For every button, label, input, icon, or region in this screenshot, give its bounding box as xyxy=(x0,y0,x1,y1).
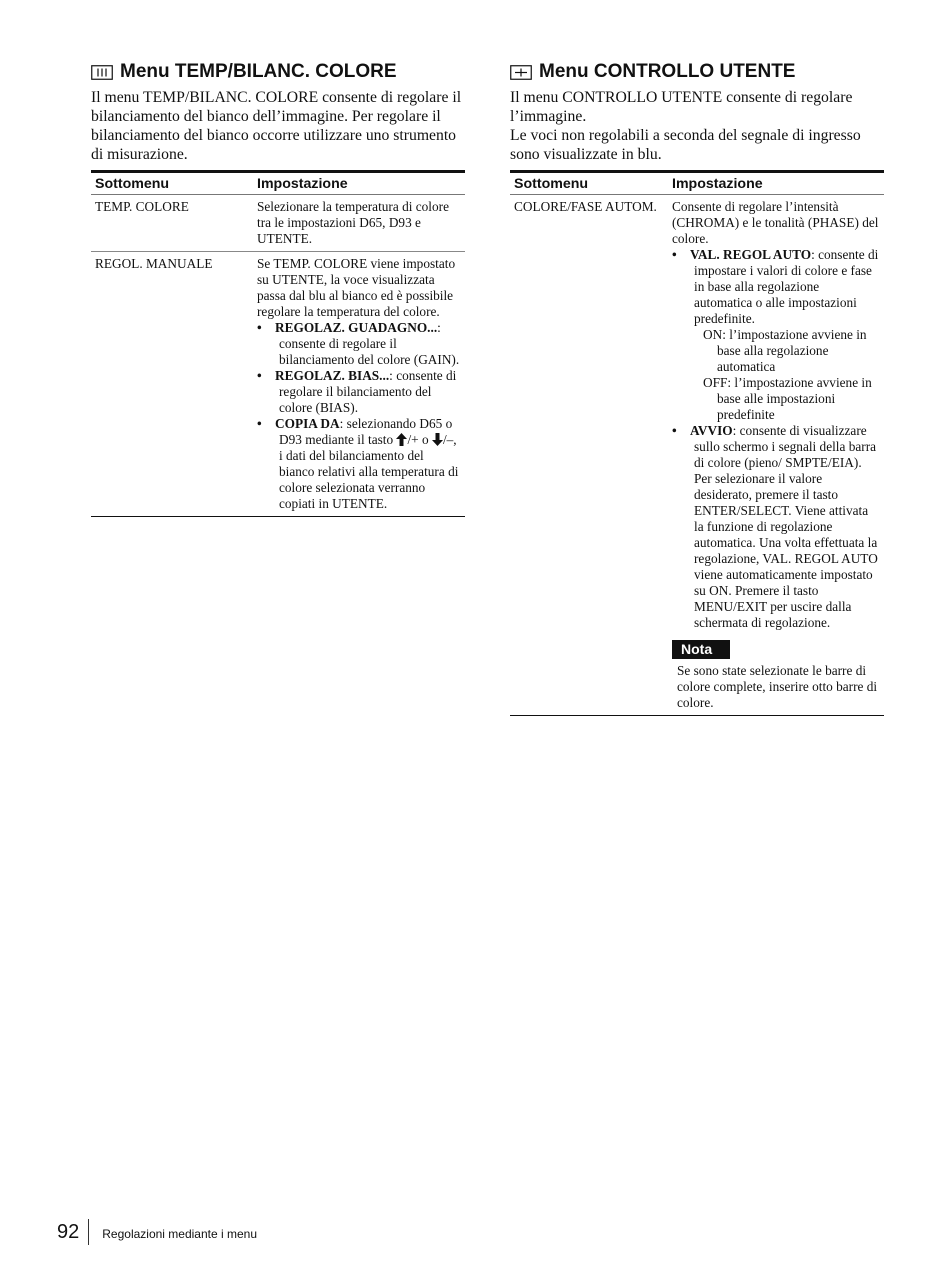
bullet-text: : selezionando D65 o D93 mediante il tasto xyxy=(279,416,453,447)
bullet-text: : consente di regolare il bilanciamento del colore (GAIN). xyxy=(279,320,460,367)
table-row xyxy=(91,252,465,517)
page-number: 92 xyxy=(57,1219,89,1245)
list-item xyxy=(257,320,461,368)
user-control-menu-icon xyxy=(510,65,532,80)
bullet-text: : consente di visualizzare sullo schermo i segnali della barra di colore (pieno/ SMPTE/EIA). Per selezionare il valore desiderato, premere il tasto ENTER/SELECT. Viene attivata la funzione di regolazione automatica. Una volta effettuata la regolazione, VAL. REGOL AUTO viene automaticamente impostato su ON. Premere il tasto MENU/EXIT per uscire dalla schermata di regolazione. xyxy=(694,423,878,630)
submenu-cell: TEMP. COLORE xyxy=(91,195,253,252)
header-submenu: Sottomenu xyxy=(510,172,668,195)
right-settings-table xyxy=(510,170,884,716)
list-item xyxy=(257,416,461,512)
bullet-text: : consente di impostare i valori di colore e fase in base alla regolazione automatica o alle impostazioni predefinite. xyxy=(694,247,879,326)
submenu-cell: COLORE/FASE AUTOM. xyxy=(510,195,668,716)
bullet-term: REGOLAZ. BIAS... xyxy=(275,368,390,383)
table-header-row xyxy=(91,172,465,195)
setting-text: Consente di regolare l’intensità (CHROMA) e le tonalità (PHASE) del colore. xyxy=(672,199,879,246)
temp-balance-menu-icon xyxy=(91,65,113,80)
header-setting: Impostazione xyxy=(253,172,465,195)
header-submenu: Sottomenu xyxy=(91,172,253,195)
submenu-cell: REGOL. MANUALE xyxy=(91,252,253,517)
bullet-text: : consente di regolare il bilanciamento del colore (BIAS). xyxy=(279,368,457,415)
nota-text: Se sono state selezionate le barre di colore complete, inserire otto barre di colore. xyxy=(677,663,878,710)
arrow-up-icon xyxy=(396,433,407,446)
table-row xyxy=(91,195,465,252)
right-section-title xyxy=(510,60,884,84)
right-intro-line-1: Il menu CONTROLLO UTENTE consente di regolare l’immagine. xyxy=(510,89,853,125)
bullet-text: /+ o xyxy=(407,432,432,447)
list-item xyxy=(672,247,880,423)
left-settings-table xyxy=(91,170,465,517)
header-setting: Impostazione xyxy=(668,172,884,195)
left-title-text: Menu TEMP/BILANC. COLORE xyxy=(120,61,397,82)
setting-cell xyxy=(668,195,884,716)
page-footer xyxy=(57,1219,257,1245)
setting-cell: Selezionare la temperatura di colore tra le impostazioni D65, D93 e UTENTE. xyxy=(253,195,465,252)
right-intro xyxy=(510,88,884,164)
nota-badge: Nota xyxy=(672,640,730,659)
left-section xyxy=(91,60,465,517)
left-section-title xyxy=(91,60,465,84)
setting-cell xyxy=(253,252,465,517)
option-off: OFF: l’impostazione avviene in base alle impostazioni predefinite xyxy=(703,375,872,422)
bullet-term: REGOLAZ. GUADAGNO... xyxy=(275,320,438,335)
bullet-term: AVVIO xyxy=(690,423,733,438)
footer-section-label: Regolazioni mediante i menu xyxy=(102,1227,258,1241)
right-intro-line-2: Le voci non regolabili a seconda del segnale di ingresso sono visualizzate in blu. xyxy=(510,127,861,163)
right-title-text: Menu CONTROLLO UTENTE xyxy=(539,61,796,82)
option-on: ON: l’impostazione avviene in base alla regolazione automatica xyxy=(703,327,867,374)
bullet-term: COPIA DA xyxy=(275,416,340,431)
setting-text: Se TEMP. COLORE viene impostato su UTENTE, la voce visualizzata passa dal blu al bianco ed è possibile regolare la temperatura del colore. xyxy=(257,256,456,319)
bullet-text: /–, i dati del bilanciamento del bianco relativi alla temperatura di colore selezionata verranno copiati in UTENTE. xyxy=(279,432,459,511)
table-row xyxy=(510,195,884,716)
arrow-down-icon xyxy=(432,433,443,446)
list-item xyxy=(257,368,461,416)
table-header-row xyxy=(510,172,884,195)
list-item xyxy=(672,423,880,631)
right-section xyxy=(510,60,884,716)
bullet-term: VAL. REGOL AUTO xyxy=(690,247,812,262)
left-intro: Il menu TEMP/BILANC. COLORE consente di regolare il bilanciamento del bianco dell’immagine. Per regolare il bilanciamento del bianco occorre utilizzare uno strumento di misurazione. xyxy=(91,89,462,163)
